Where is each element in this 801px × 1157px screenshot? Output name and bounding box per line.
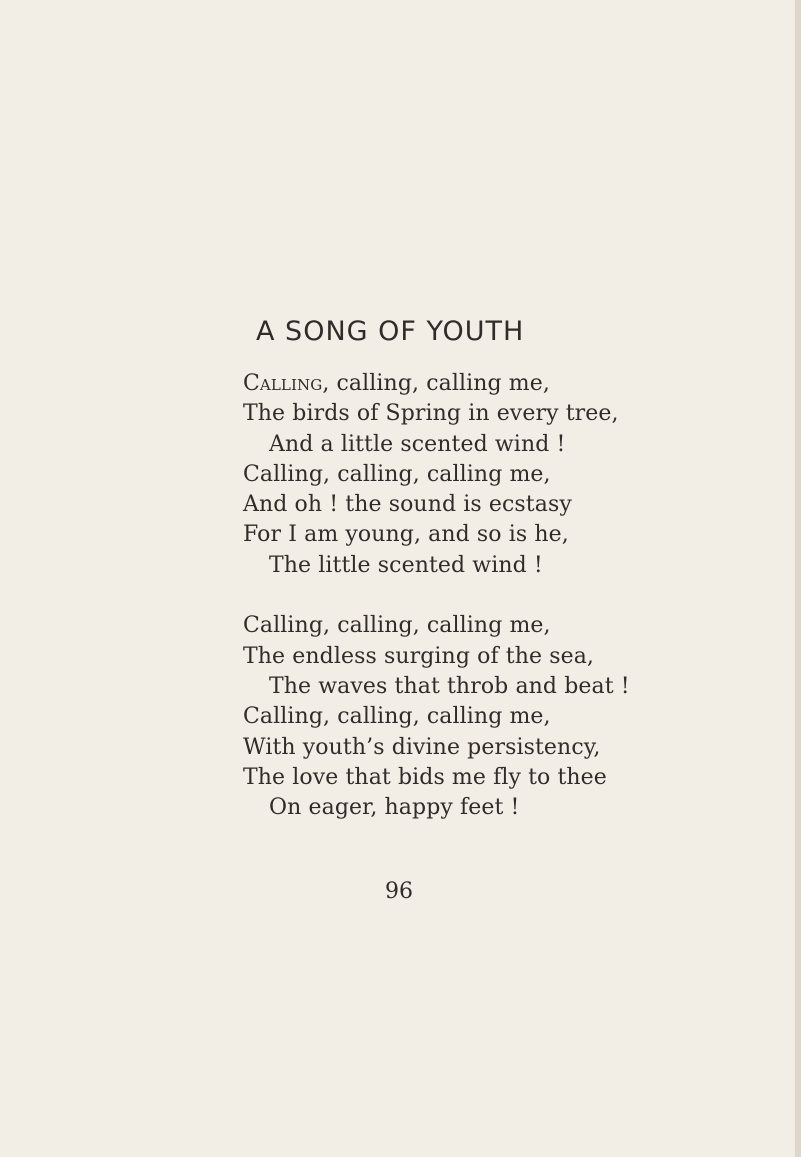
stanza-2 (243, 611, 630, 823)
line-remainder: , calling, calling me, (322, 371, 550, 396)
poem-line: For I am young, and so is he, (243, 522, 569, 548)
poem-line: Calling, calling, calling me, (243, 704, 551, 730)
poem-line: Calling, calling, calling me, (243, 613, 551, 639)
poem-title: A SONG OF YOUTH (256, 316, 525, 347)
poem-line: The love that bids me fly to thee (243, 764, 607, 790)
poem-line-indented: The waves that throb and beat ! (269, 673, 630, 699)
stanza-1 (243, 369, 630, 581)
small-caps-lead-word: Calling (243, 371, 323, 396)
page-number: 96 (385, 879, 413, 904)
poem-line-indented: The little scented wind ! (269, 552, 543, 578)
poem-line: The birds of Spring in every tree, (243, 401, 619, 427)
page-edge-shadow (795, 0, 801, 1157)
poem-line (243, 369, 630, 399)
poem-line: And oh ! the sound is ecstasy (243, 492, 572, 518)
poem-body (243, 369, 630, 823)
poem-line: With youth’s divine persistency, (243, 734, 601, 760)
poem-line-indented: And a little scented wind ! (269, 431, 566, 457)
poem-line: Calling, calling, calling me, (243, 461, 551, 487)
poem-line: The endless surging of the sea, (243, 643, 595, 669)
poem-line-indented: On eager, happy feet ! (269, 795, 520, 821)
